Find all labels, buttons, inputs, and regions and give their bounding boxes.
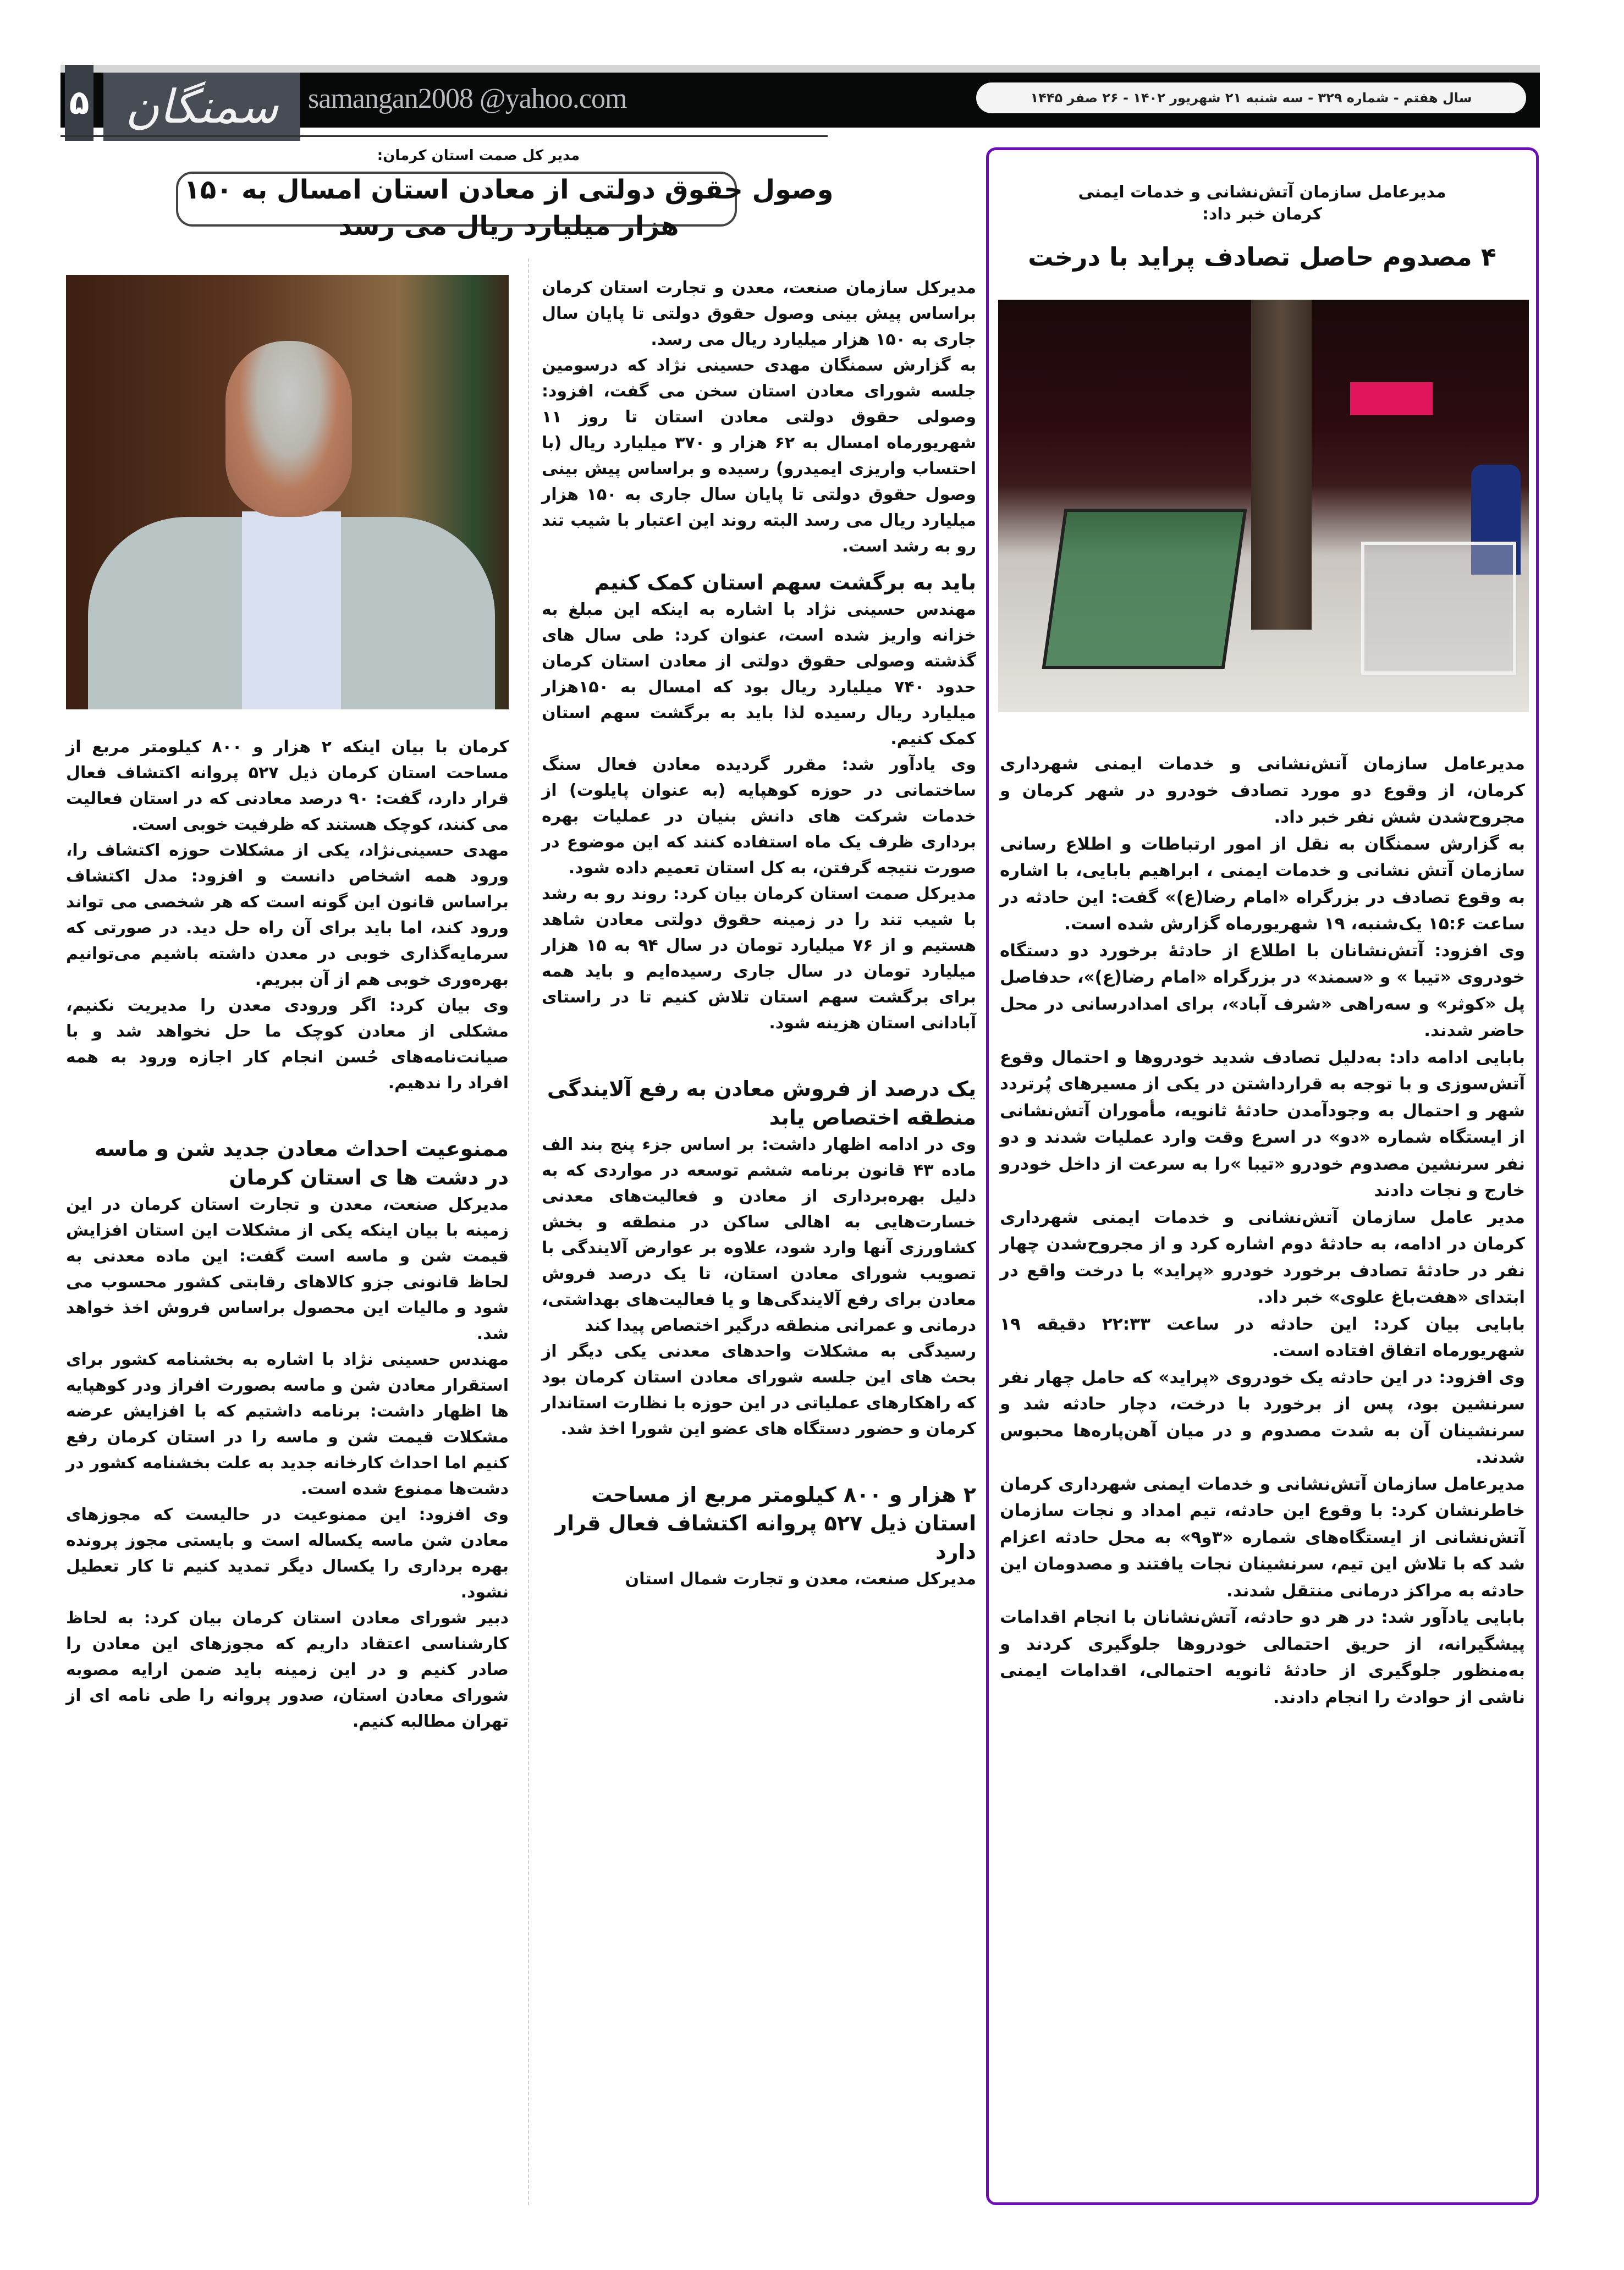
portrait-shirt — [242, 511, 341, 709]
page-number: ۵ — [65, 65, 93, 141]
shattered-windshield — [1042, 509, 1247, 669]
paragraph: مدیرکل سازمان صنعت، معدن و تجارت استان کرمان براساس پیش بینی وصول حقوق دولتی تا پایان سال جاری به ۱۵۰ هزار میلیارد ریال می رسد. — [542, 278, 976, 349]
subheading: ممنوعیت احداث معادن جدید شن و ماسه در دشت ها ی استان کرمان — [94, 1137, 509, 1189]
contact-email: samangan2008 @yahoo.com — [308, 83, 627, 114]
paragraph: مهدی حسینی‌نژاد، یکی از مشکلات حوزه اکتشاف را، ورود همه اشخاص دانست و افزود: مدل اکتشاف براساس قانون این گونه است که هر شخصی می تواند ورود کند، اما باید برای آن راه حل دید. در صورتی که سرمایه‌گذاری خوبی در معدن داشته باشیم می‌توانیم بهره‌وری خوبی هم از آن ببریم. — [66, 841, 509, 989]
paragraph: وی یادآور شد: مقرر گردیده معادن فعال سنگ ساختمانی در حوزه کوهپایه (به عنوان پایلوت) از خدمات شرکت های دانش بنیان در عملیات بهره برداری ظرف یک ماه استفاده کنند که این موضوع در صورت نتیجه گرفتن، به کل استان تعمیم داده شود. — [542, 755, 976, 878]
paragraph: بابایی بیان کرد: این حادثه در ساعت ۲۲:۳۳ دقیقه ۱۹ شهریورماه اتفاق افتاده است. — [1000, 1314, 1525, 1360]
paragraph: مدیرکل صنعت، معدن و تجارت شمال استان — [625, 1569, 976, 1589]
paragraph: مدیرعامل سازمان آتش‌نشانی و خدمات ایمنی شهرداری کرمان، از وقوع دو مورد تصادف خودرو در شهر کرمان و مجروح‌شدن شش نفر خبر داد. — [1000, 754, 1525, 827]
header-top-strip — [60, 65, 1540, 73]
left-column — [66, 734, 509, 1734]
crash-photo — [998, 300, 1529, 712]
paragraph: مدیرعامل سازمان آتش‌نشانی و خدمات ایمنی شهرداری کرمان خاطرنشان کرد: با وقوع این حادثه، تیم امداد و نجات سازمان آتش‌نشانی از ایستگاه‌های شماره «۳و۹» به محل حادثه اعزام شد که با تلاش این تیم، سرنشینان نجات یافتند و مصدومان این حادثه به مراکز درمانی منتقل شدند. — [1000, 1474, 1526, 1601]
issue-dateline: سال هفتم - شماره ۳۲۹ - سه شنبه ۲۱ شهریور ۱۴۰۲ - ۲۶ صفر ۱۴۴۵ — [976, 82, 1526, 113]
paragraph: به گزارش سمنگان به نقل از امور ارتباطات و اطلاع رسانی سازمان آتش نشانی و خدمات ایمنی ، ابراهیم بابایی، با اشاره به وقوع تصادف در بزرگراه «امام رضا(ع)» گفت: این حادثه در ساعت ۱۵:۶ یک‌شنبه، ۱۹ شهریورماه گزارش شده است. — [1000, 834, 1525, 934]
portrait-photo — [66, 275, 509, 709]
paragraph: بابایی ادامه داد: به‌دلیل تصادف شدید خودروها و احتمال وقوع آتش‌سوزی و با توجه به قرارداشتن در یکی از مسیرهای پُرتردد شهر و احتمال به وجودآمدن حادثهٔ ثانویه، مأموران آتش‌نشانی از ایستگاه شماره «دو» در اسرع وقت وارد عملیات شدند و دو نفر سرنشین مصدوم خودرو «تیبا »را به سرعت از داخل خودرو خارج و نجات دادند — [1000, 1047, 1525, 1200]
newspaper-logo: سمنگان — [103, 73, 300, 141]
right-article-kicker — [1006, 181, 1518, 225]
paragraph: کرمان با بیان اینکه ۲ هزار و ۸۰۰ کیلومتر مربع از مساحت استان کرمان ذیل ۵۲۷ پروانه اکتشاف فعال قرار دارد، گفت: ۹۰ درصد معادنی که در استان فعالیت می کنند، کوچک هستند که ظرفیت خوبی است. — [66, 737, 509, 834]
paragraph: وی بیان کرد: اگر ورودی معدن را مدیریت نکنیم، مشکلی از معادن کوچک ما حل نخواهد شد و با صیانت‌نامه‌های حُسن انجام کار اجازه ورود به همه افراد را ندهیم. — [66, 996, 509, 1093]
right-article-body — [1000, 751, 1525, 1711]
paragraph: مدیرکل صمت استان کرمان بیان کرد: روند رو به رشد با شیب تند را در زمینه حقوق دولتی معادن شاهد هستیم و از ۷۶ میلیارد تومان در سال ۹۴ به ۱۵ هزار میلیارد تومان در سال جاری رسیده‌ایم و باید همه برای برگشت سهم استان تلاش کنیم تا در راستای آبادانی استان هزینه شود. — [542, 884, 976, 1033]
paragraph: وی افزود: آتش‌نشانان با اطلاع از حادثهٔ برخورد دو دستگاه خودروی «تیبا » و «سمند» در بزرگراه «امام رضا(ع)»، حدفاصل پل «کوثر» و سه‌راهی «شرف آباد»، برای امدادرسانی در محل حاضر شدند. — [1000, 940, 1525, 1040]
right-article-headline: ۴ مصدوم حاصل تصادف پراید با درخت — [1028, 242, 1496, 272]
subheading: ۲ هزار و ۸۰۰ کیلومتر مربع از مساحت استان ذیل ۵۲۷ پروانه اکتشاف فعال قرار دارد — [555, 1483, 976, 1564]
subheading: یک درصد از فروش معادن به رفع آلایندگی منطقه اختصاص یابد — [547, 1077, 976, 1130]
paragraph: وی در ادامه اظهار داشت: بر اساس جزء پنج بند الف ماده ۴۳ قانون برنامه ششم توسعه در مواردی که به دلیل بهره‌برداری از معادن و فعالیت‌های معدنی خسارت‌هایی به اهالی ساکن در منطقه و بخش کشاورزی آنها وارد شود، علاوه بر عوارض آلایندگی با تصویب شورای معادن استان، تا یک درصد فروش معادن برای رفع آلایندگی‌ها و یا فعالیت‌های بهداشتی، درمانی و عمرانی منطقه درگیر اختصاص پیدا کند — [542, 1135, 977, 1335]
main-article-headline: وصول حقوق دولتی از معادن استان امسال به ۱۵۰ هزار میلیارد ریال می رسد — [184, 174, 834, 241]
main-article-kicker: مدیر کل صمت استان کرمان: — [377, 147, 580, 164]
paragraph: وی افزود: این ممنوعیت در حالیست که مجوزهای معادن شن ماسه یکساله است و بایستی مجوز پرونده بهره برداری را یکسال دیگر تمدید کنیم تا کار تعطیل نشود. — [66, 1505, 509, 1602]
paragraph: بابایی یادآور شد: در هر دو حادثه، آتش‌نشانان با انجام اقدامات پیشگیرانه، از حریق احتمالی خودروها جلوگیری کردند و به‌منظور جلوگیری از حادثهٔ ثانویه احتمالی، اقدامات ایمنی ناشی از حوادث را انجام دادند. — [1000, 1607, 1525, 1707]
neon-sign — [1350, 382, 1433, 415]
paragraph: مهندس حسینی نژاد با اشاره به اینکه این مبلغ به خزانه واریز شده است، عنوان کرد: طی سال های گذشته وصولی حقوق دولتی از معادن استان کرمان حدود ۷۴۰ میلیارد ریال بود که امسال به ۱۵۰هزار میلیارد ریال رسیده لذا باید به برگشت سهم استان کمک کنیم. — [542, 600, 976, 748]
paragraph: وی افزود: در این حادثه یک خودروی «پراید» که حامل چهار نفر سرنشین بود، پس از برخورد با درخت، دچار حادثه شد و سرنشینان آن به شدت مصدوم و در میان آهن‌پاره‌ها محبوس شدند. — [1000, 1367, 1525, 1467]
paragraph: مدیرکل صنعت، معدن و تجارت استان کرمان در این زمینه با بیان اینکه یکی از مشکلات این استان افزایش قیمت شن و ماسه است گفت: این ماده معدنی به لحاظ قانونی جزو کالاهای رقابتی کشور محسوب می شود و مالیات این محصول براساس فروش اخذ خواهد شد. — [66, 1195, 509, 1343]
paragraph: به گزارش سمنگان مهدی حسینی نژاد که درسومین جلسه شورای معادن استان سخن می گفت، افزود: وصولی حقوق دولتی معادن استان تا روز ۱۱ شهریورماه امسال به ۶۲ هزار و ۳۷۰ میلیارد ریال (با احتساب واریزی ایمیدرو) رسیده و براساس پیش بینی وصول حقوق دولتی تا پایان سال جاری به ۱۵۰ هزار میلیارد ریال می رسد البته روند این اعتبار با شیب تند رو به رشد است. — [542, 356, 976, 556]
tree-trunk — [1251, 300, 1312, 630]
column-divider — [528, 258, 530, 2205]
paragraph: مهندس حسینی نژاد با اشاره به بخشنامه کشور برای استقرار معادن شن و ماسه بصورت افراز ودر کوهپایه ها اظهار داشت: برنامه داشتیم که با افزایش عرضه مشکلات قیمت شن و ماسه را در استان کرمان رفع کنیم اما احداث کارخانه جدید به علت بخشنامه کشور در دشت‌ها ممنوع شده است. — [66, 1350, 509, 1498]
paragraph: رسیدگی به مشکلات واحدهای معدنی یکی دیگر از بحث های این جلسه شورای معادن استان کرمان بود که راهکارهای عملیاتی در این حوزه با نظارت استاندار کرمان و حضور دستگاه های عضو این شورا اخذ شد. — [542, 1342, 976, 1439]
header-rule — [60, 135, 828, 137]
paragraph: دبیر شورای معادن استان کرمان بیان کرد: به لحاظ کارشناسی اعتقاد داریم که مجوزهای این معادن را صادر کنیم و در این زمینه باید ضمن ارایه مصوبه شورای معادن استان، صدور پروانه را طی نامه ای از تهران مطالبه کنیم. — [66, 1608, 509, 1731]
subheading: باید به برگشت سهم استان کمک کنیم — [594, 570, 976, 594]
portrait-head — [225, 341, 352, 517]
kicker-line: مدیرعامل سازمان آتش‌نشانی و خدمات ایمنی — [1078, 183, 1446, 202]
car-door — [1361, 542, 1516, 675]
paragraph: مدیر عامل سازمان آتش‌نشانی و خدمات ایمنی شهرداری کرمان در ادامه، به حادثهٔ دوم اشاره کرد و از مجروح‌شدن چهار نفر در حادثهٔ تصادف برخورد خودرو «پراید» با درخت واقع در ابتدای «هفت‌باغ علوی» خبر داد. — [1000, 1207, 1525, 1307]
kicker-line: کرمان خبر داد: — [1202, 205, 1323, 224]
center-column — [542, 275, 976, 1592]
